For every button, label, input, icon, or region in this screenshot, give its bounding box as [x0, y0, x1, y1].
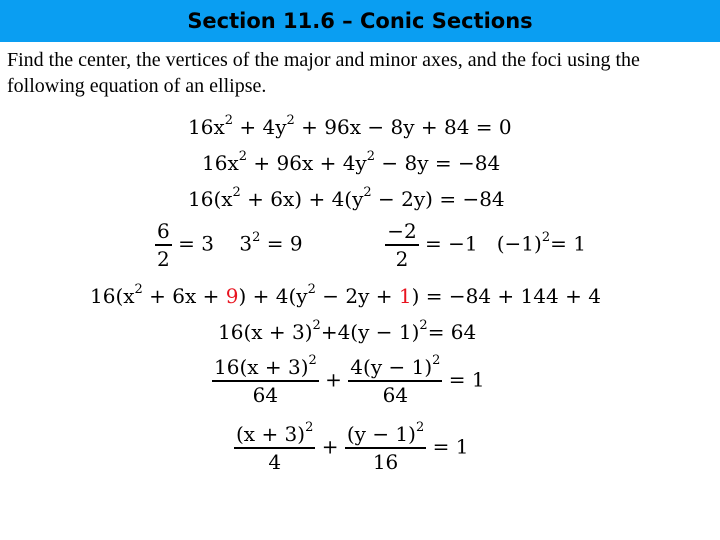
- fraction: $\frac{6}{2}$: [157, 219, 170, 271]
- fraction: $\frac{-2}{2}$: [387, 219, 417, 271]
- fraction: $\frac{4(y - 1)^2}{64}$: [350, 353, 441, 407]
- equation-line-5: $16(x^2 + 6x + 9) + 4(y^2 - 2y + 1) = -84 + 144 + 4$: [90, 282, 601, 308]
- page-title: Section 11.6 – Conic Sections: [187, 9, 533, 33]
- equation-line-1: $16x^2 + 4y^2 + 96x - 8y + 84 = 0$: [188, 113, 512, 139]
- fraction: $\frac{(y - 1)^2}{16}$: [346, 420, 425, 474]
- equation-line-4: $\frac{6}{2}$ = 3 $3^2 = 9$ $\frac{-2}{2}$ = −1 $(-1)^2= 1$: [157, 219, 586, 271]
- equation-line-7: $\frac{16(x + 3)^2}{64}$ + $\frac{4(y - 1)^2}{64}$ = 1: [214, 353, 485, 407]
- fraction: $\frac{(x + 3)^2}{4}$: [236, 420, 314, 474]
- equation-line-8: $\frac{(x + 3)^2}{4}$ + $\frac{(y - 1)^2}{16}$ = 1: [236, 420, 469, 474]
- fraction: $\frac{16(x + 3)^2}{64}$: [214, 353, 317, 407]
- equation-line-2: $16x^2 + 96x + 4y^2 - 8y = -84$: [202, 149, 501, 175]
- equation-line-6: $16(x + 3)^2+4(y - 1)^2= 64$: [218, 318, 477, 344]
- instructions: Find the center, the vertices of the major and minor axes, and the foci using the following equation of an ellipse.: [7, 49, 640, 97]
- equation-line-3: $16(x^2 + 6x) + 4(y^2 - 2y) = -84$: [188, 185, 505, 211]
